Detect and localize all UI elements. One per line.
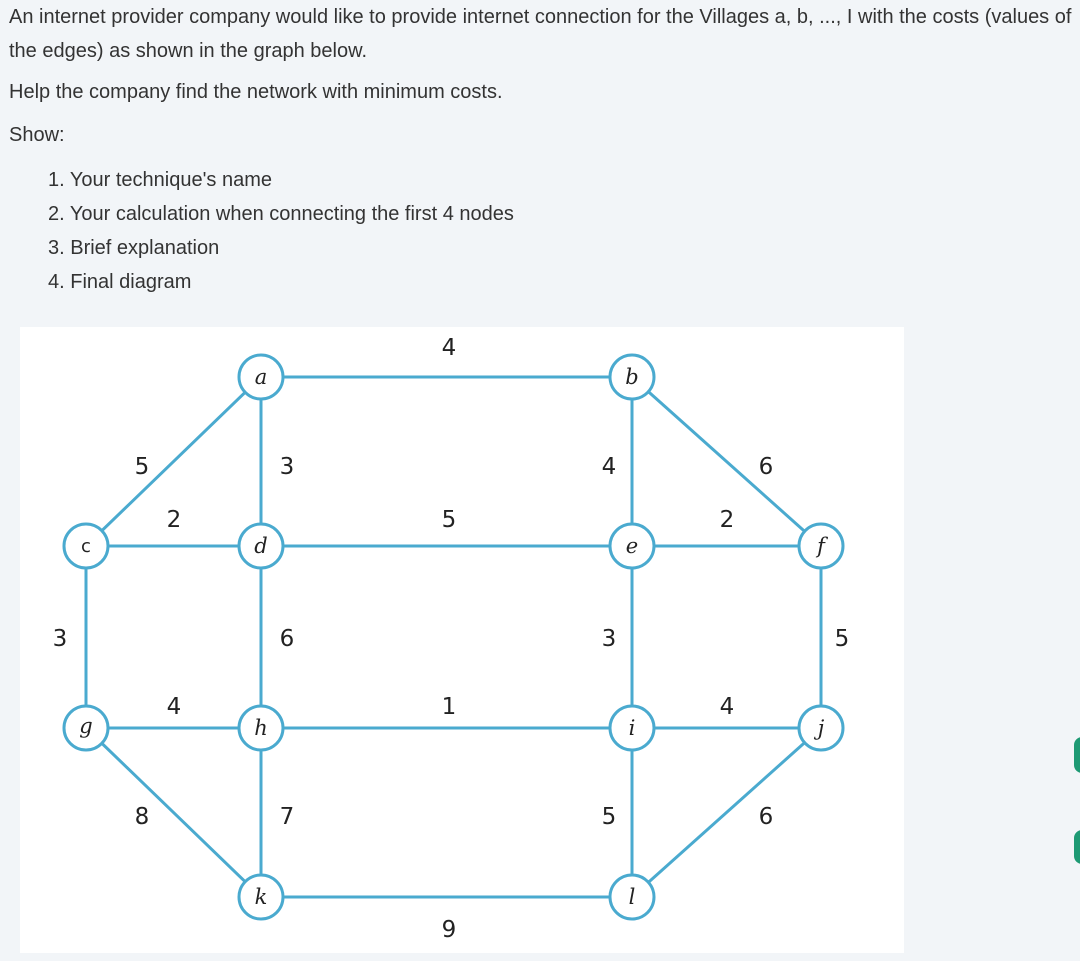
weight-c-g: 3 bbox=[52, 626, 68, 652]
network-graph bbox=[20, 327, 904, 953]
weight-g-h: 4 bbox=[166, 694, 182, 720]
question-show-label: Show: bbox=[9, 124, 65, 146]
node-label-g: g bbox=[79, 714, 93, 738]
weight-f-j: 5 bbox=[834, 626, 850, 652]
requirement-item: 3. Brief explanation bbox=[48, 237, 220, 259]
node-label-j: j bbox=[817, 716, 825, 740]
edge-g-k bbox=[86, 728, 261, 897]
question-intro: An internet provider company would like to provide internet connection for the Villages a, b, ..., I with the costs (values of the edges) as shown in the graph below. bbox=[9, 6, 1072, 62]
side-accent-shape bbox=[1074, 737, 1080, 773]
weight-k-l: 9 bbox=[441, 917, 457, 943]
weight-j-l: 6 bbox=[758, 804, 774, 830]
edge-j-l bbox=[632, 728, 821, 897]
node-j bbox=[799, 706, 843, 750]
node-a bbox=[239, 355, 283, 399]
node-k bbox=[239, 875, 283, 919]
weight-h-k: 7 bbox=[279, 804, 295, 830]
node-label-h: h bbox=[254, 716, 268, 740]
question-text bbox=[9, 0, 1077, 299]
node-label-d: d bbox=[254, 534, 268, 558]
node-label-l: l bbox=[628, 885, 636, 909]
requirement-item: 1. Your technique's name bbox=[48, 169, 272, 191]
weight-d-h: 6 bbox=[279, 626, 295, 652]
node-label-b: b bbox=[625, 365, 639, 389]
weight-b-f: 6 bbox=[758, 454, 774, 480]
node-label-i: i bbox=[628, 716, 636, 740]
node-i bbox=[610, 706, 654, 750]
weight-e-f: 2 bbox=[719, 507, 735, 533]
side-accent-shape bbox=[1074, 830, 1080, 864]
weight-g-k: 8 bbox=[134, 804, 150, 830]
edge-weights bbox=[53, 335, 850, 943]
node-e bbox=[610, 524, 654, 568]
graph-figure bbox=[20, 327, 904, 953]
node-label-f: f bbox=[817, 534, 825, 558]
node-label-a: a bbox=[254, 365, 268, 389]
weight-e-i: 3 bbox=[601, 626, 617, 652]
weight-a-d: 3 bbox=[279, 454, 295, 480]
node-d bbox=[239, 524, 283, 568]
requirement-item: 2. Your calculation when connecting the first 4 nodes bbox=[48, 203, 514, 225]
node-c bbox=[64, 524, 108, 568]
weight-a-c: 5 bbox=[134, 454, 150, 480]
node-g bbox=[64, 706, 108, 750]
requirement-item: 4. Final diagram bbox=[48, 271, 192, 293]
node-h bbox=[239, 706, 283, 750]
node-label-c: c bbox=[81, 536, 91, 557]
node-l bbox=[610, 875, 654, 919]
graph-nodes bbox=[64, 355, 843, 919]
weight-i-j: 4 bbox=[719, 694, 735, 720]
graph-edges bbox=[86, 377, 821, 897]
weight-b-e: 4 bbox=[601, 454, 617, 480]
weight-c-d: 2 bbox=[166, 507, 182, 533]
weight-d-e: 5 bbox=[441, 507, 457, 533]
requirements-list bbox=[9, 163, 1077, 299]
node-label-k: k bbox=[254, 885, 268, 909]
weight-a-b: 4 bbox=[441, 335, 457, 361]
node-label-e: e bbox=[625, 534, 639, 558]
node-f bbox=[799, 524, 843, 568]
weight-i-l: 5 bbox=[601, 804, 617, 830]
node-b bbox=[610, 355, 654, 399]
question-help: Help the company find the network with minimum costs. bbox=[9, 81, 503, 103]
weight-h-i: 1 bbox=[441, 694, 457, 720]
